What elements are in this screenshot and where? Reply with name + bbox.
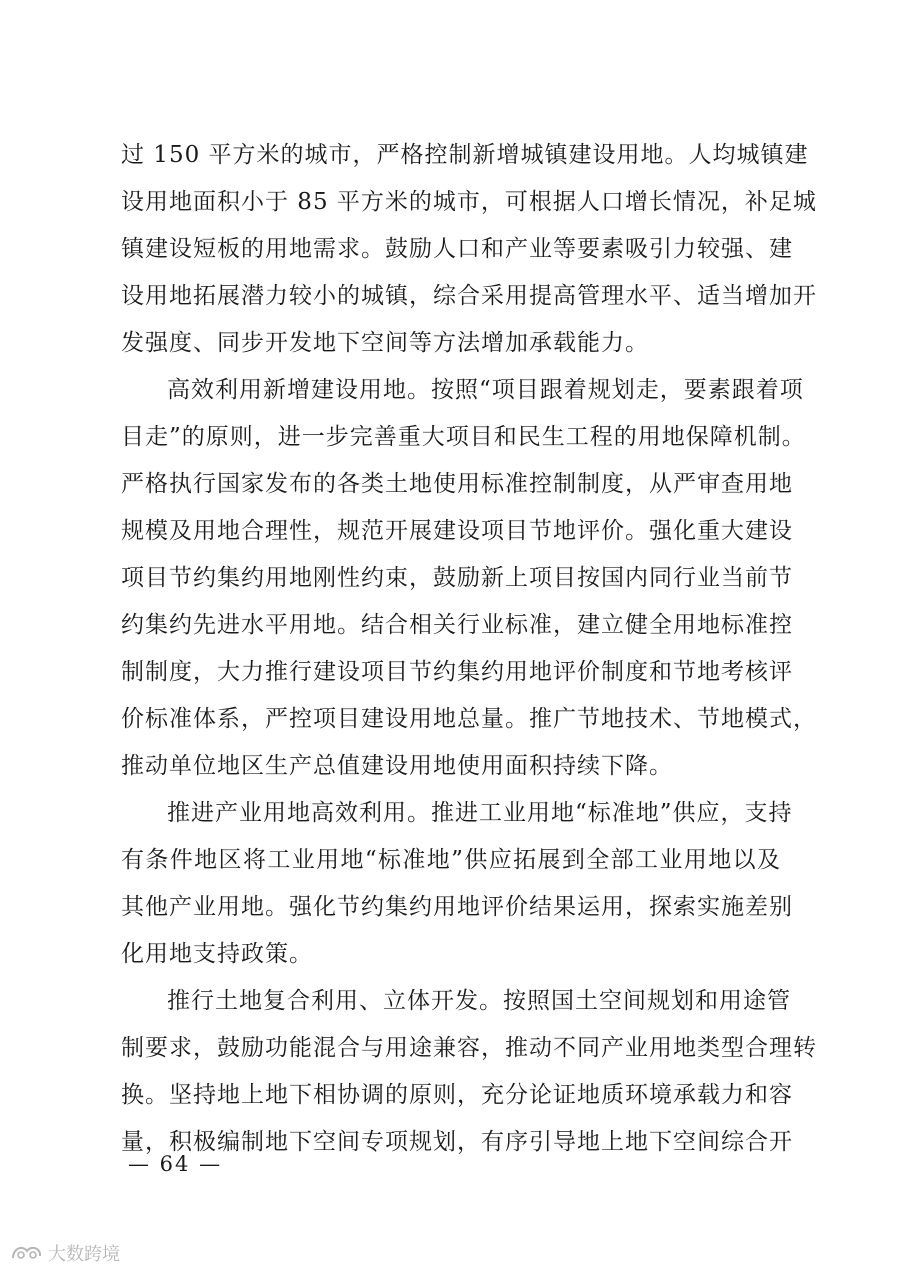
text-line: 发强度、同步开发地下空间等方法增加承载能力。 <box>121 330 649 356</box>
watermark <box>10 1240 120 1266</box>
page-number: — 64 — <box>128 1152 223 1176</box>
text-line: 约集约先进水平用地。结合相关行业标准，建立健全用地标准控 <box>121 612 793 638</box>
text-line: 量，积极编制地下空间专项规划，有序引导地上地下空间综合开 <box>121 1129 793 1155</box>
text-line: 设用地拓展潜力较小的城镇，综合采用提高管理水平、适当增加开 <box>121 283 817 309</box>
text-line: 化用地支持政策。 <box>121 941 313 967</box>
text-line: 规模及用地合理性，规范开展建设项目节地评价。强化重大建设 <box>121 518 793 544</box>
text-line: 严格执行国家发布的各类土地使用标准控制制度，从严审查用地 <box>121 471 793 497</box>
text-line: 设用地面积小于 85 平方米的城市，可根据人口增长情况，补足城 <box>121 189 817 215</box>
paragraph-heading-line: 推进产业用地高效利用。推进工业用地“标准地”供应，支持 <box>167 800 793 826</box>
watermark-text: 大数跨境 <box>48 1244 120 1265</box>
text-line: 项目节约集约用地刚性约束，鼓励新上项目按国内同行业当前节 <box>121 565 793 591</box>
text-line: 推动单位地区生产总值建设用地使用面积持续下降。 <box>121 753 673 779</box>
paragraph-heading-line: 推行土地复合利用、立体开发。按照国土空间规划和用途管 <box>167 988 791 1014</box>
text-line: 过 150 平方米的城市，严格控制新增城镇建设用地。人均城镇建 <box>121 142 809 168</box>
text-line: 换。坚持地上地下相协调的原则，充分论证地质环境承载力和容 <box>121 1082 793 1108</box>
text-line: 制要求，鼓励功能混合与用途兼容，推动不同产业用地类型合理转 <box>121 1035 817 1061</box>
text-line: 价标准体系，严控项目建设用地总量。推广节地技术、节地模式， <box>121 706 817 732</box>
paragraph-heading-line: 高效利用新增建设用地。按照“项目跟着规划走，要素跟着项 <box>167 377 804 403</box>
text-line: 目走”的原则，进一步完善重大项目和民生工程的用地保障机制。 <box>121 424 806 450</box>
text-line: 制制度，大力推行建设项目节约集约用地评价制度和节地考核评 <box>121 659 793 685</box>
text-line: 有条件地区将工业用地“标准地”供应拓展到全部工业用地以及 <box>121 847 781 873</box>
watermark-logo-icon <box>10 1242 44 1264</box>
text-line: 镇建设短板的用地需求。鼓励人口和产业等要素吸引力较强、建 <box>121 236 793 262</box>
text-line: 其他产业用地。强化节约集约用地评价结果运用，探索实施差别 <box>121 894 793 920</box>
